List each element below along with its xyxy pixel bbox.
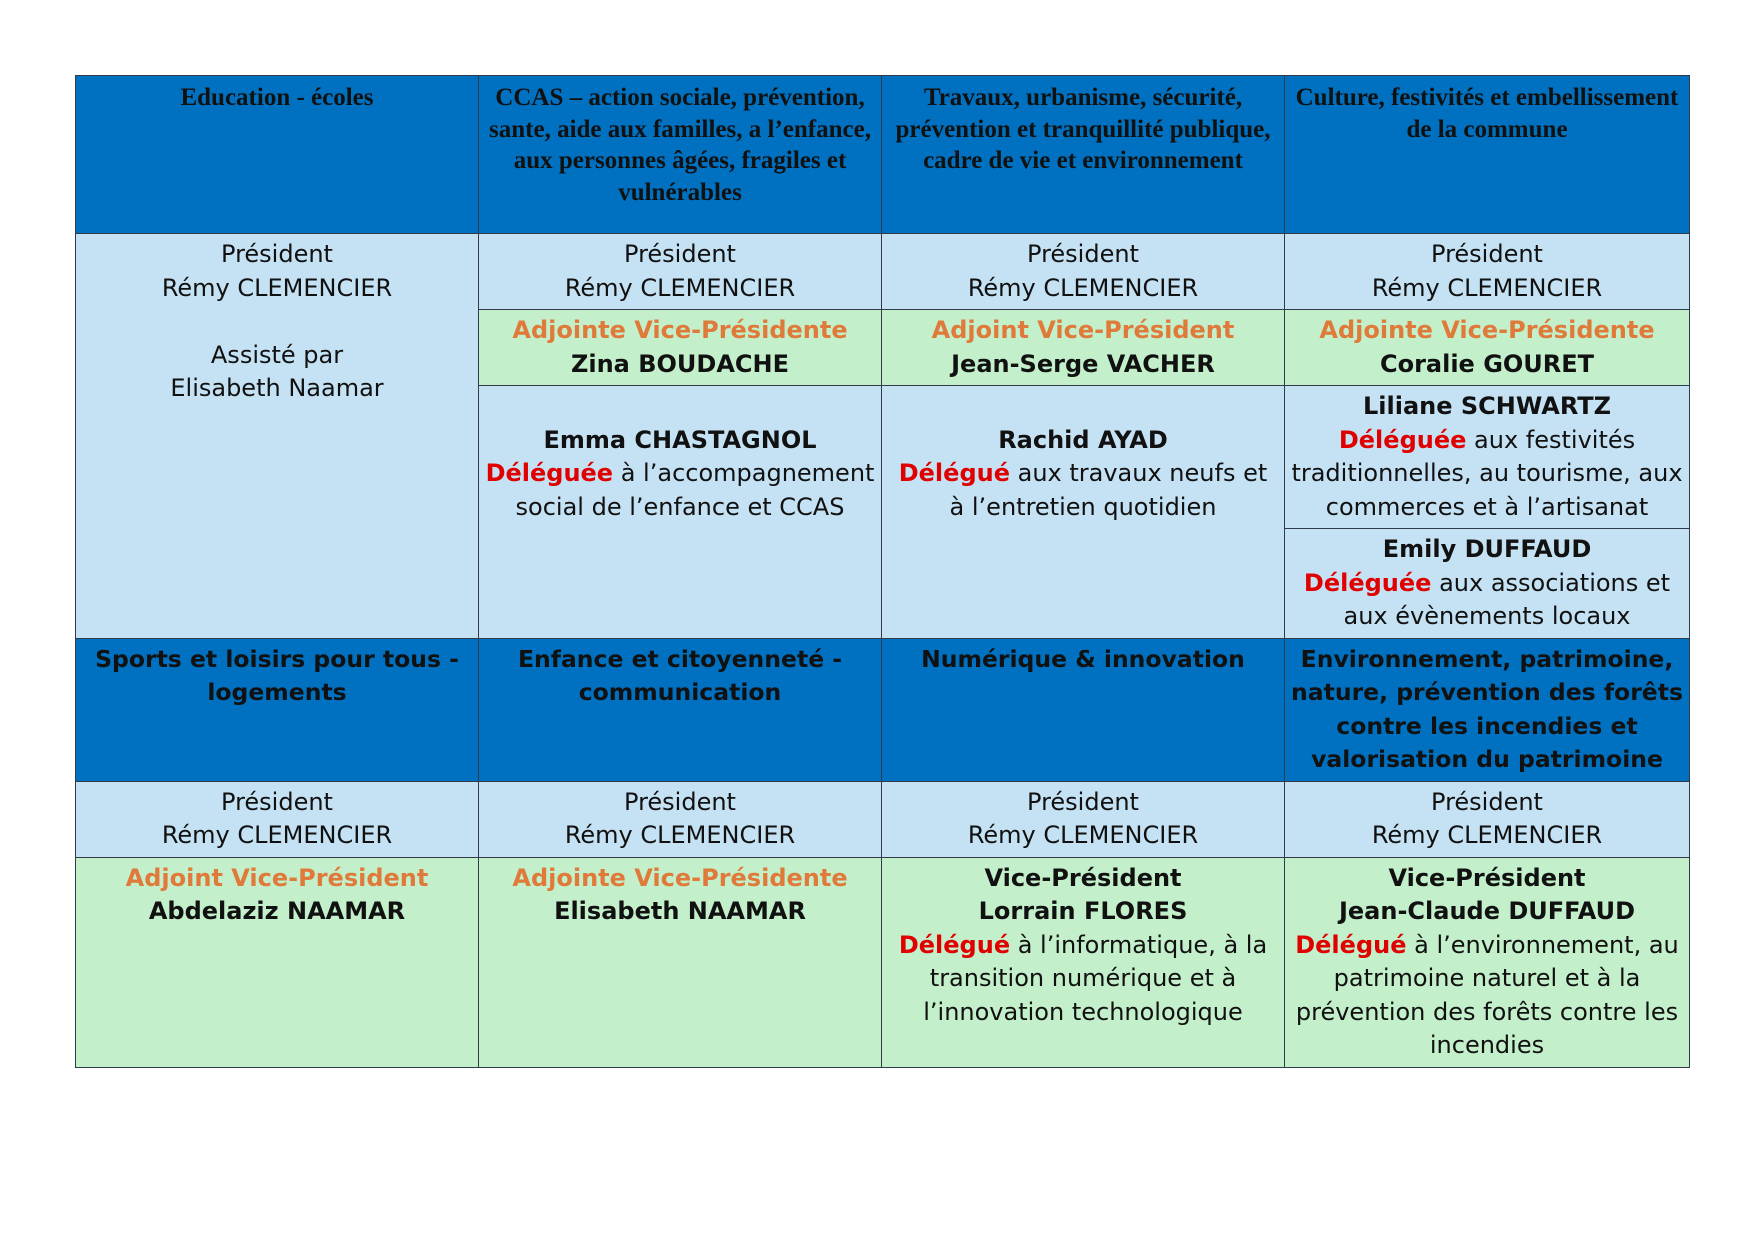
- culture-vice-cell: [1285, 310, 1690, 386]
- spacer: [82, 305, 472, 339]
- vice-row-bottom: [76, 857, 1690, 1067]
- culture-delegate-cell-1: [1285, 386, 1690, 529]
- vice-title: Vice-Président: [984, 863, 1182, 892]
- assisted-label: Assisté par: [210, 340, 344, 369]
- delegate-text: aux travaux neufs et à l’entretien quotidien: [949, 459, 1268, 521]
- president-title: Président: [221, 787, 333, 816]
- header-enfance: Enfance et citoyenneté - communication: [479, 638, 882, 781]
- commissions-table: [75, 75, 1690, 1068]
- enfance-vice-cell: [479, 857, 882, 1067]
- delegate-role: Déléguée: [1338, 425, 1467, 454]
- delegate-text: à l’environnement, au patrimoine naturel et à la prévention des forêts contre les incendies: [1295, 930, 1679, 1059]
- president-name: Rémy CLEMENCIER: [564, 273, 796, 302]
- delegate-role: Déléguée: [1303, 568, 1432, 597]
- education-members-cell: [76, 234, 479, 639]
- environnement-president-cell: [1285, 781, 1690, 857]
- vice-title: Vice-Président: [1388, 863, 1586, 892]
- delegate-text: à l’accompagnement social de l’enfance et CCAS: [515, 459, 875, 521]
- delegate-name: Emily DUFFAUD: [1382, 535, 1592, 563]
- president-title: Président: [1027, 240, 1139, 268]
- president-name: Rémy CLEMENCIER: [161, 273, 393, 302]
- delegate-role: Délégué: [898, 459, 1010, 487]
- delegate-description: [485, 457, 875, 524]
- header-row-top: [76, 76, 1690, 234]
- culture-delegate-cell-2: [1285, 529, 1690, 639]
- president-name: Rémy CLEMENCIER: [1371, 821, 1603, 849]
- delegate-description: [888, 929, 1278, 1030]
- vice-title: Adjoint Vice-Président: [931, 316, 1235, 344]
- sports-president-cell: [76, 781, 479, 857]
- travaux-president-cell: [882, 234, 1285, 310]
- vice-name: Zina BOUDACHE: [570, 349, 790, 378]
- delegate-description: [888, 457, 1278, 524]
- vice-name: Jean-Claude DUFFAUD: [1338, 897, 1636, 925]
- delegate-role: Délégué: [1295, 930, 1407, 959]
- sports-vice-cell: [76, 857, 479, 1067]
- president-title: Président: [221, 240, 333, 268]
- header-culture: Culture, festivités et embellissement de la commune: [1285, 76, 1690, 234]
- travaux-delegate-cell: [882, 386, 1285, 639]
- vice-title: Adjointe Vice-Présidente: [512, 316, 848, 344]
- delegate-name: Emma CHASTAGNOL: [543, 425, 817, 454]
- spacer: [485, 390, 875, 424]
- delegate-description: [1291, 929, 1683, 1063]
- numerique-president-cell: [882, 781, 1285, 857]
- vice-name: Elisabeth NAAMAR: [554, 897, 806, 925]
- delegate-description: [1291, 424, 1683, 525]
- president-name: Rémy CLEMENCIER: [564, 821, 796, 849]
- ccas-vice-cell: [479, 310, 882, 386]
- vice-name: Coralie GOURET: [1379, 349, 1595, 378]
- president-row-top: [76, 234, 1690, 310]
- header-travaux: Travaux, urbanisme, sécurité, prévention et tranquillité publique, cadre de vie et environnement: [882, 76, 1285, 234]
- delegate-role: Délégué: [898, 930, 1011, 959]
- president-title: Président: [1027, 787, 1139, 816]
- numerique-vice-cell: [882, 857, 1285, 1067]
- assisted-name: Elisabeth Naamar: [170, 374, 384, 402]
- spacer: [888, 390, 1278, 424]
- environnement-vice-cell: [1285, 857, 1690, 1067]
- president-row-bottom: [76, 781, 1690, 857]
- header-education: Education - écoles: [76, 76, 479, 234]
- culture-president-cell: [1285, 234, 1690, 310]
- ccas-delegate-cell: [479, 386, 882, 639]
- ccas-president-cell: [479, 234, 882, 310]
- vice-name: Jean-Serge VACHER: [951, 349, 1215, 378]
- header-sports: Sports et loisirs pour tous - logements: [76, 638, 479, 781]
- delegate-name: Rachid AYAD: [998, 425, 1168, 454]
- president-name: Rémy CLEMENCIER: [1371, 273, 1603, 302]
- president-name: Rémy CLEMENCIER: [161, 821, 393, 849]
- president-name: Rémy CLEMENCIER: [967, 273, 1199, 302]
- header-numerique: Numérique & innovation: [882, 638, 1285, 781]
- delegate-role: Déléguée: [485, 459, 614, 487]
- president-title: Président: [624, 240, 736, 268]
- vice-title: Adjoint Vice-Président: [125, 863, 429, 892]
- delegate-description: [1291, 567, 1683, 634]
- vice-name: Abdelaziz NAAMAR: [148, 897, 406, 925]
- header-row-bottom: [76, 638, 1690, 781]
- vice-title: Adjointe Vice-Présidente: [1319, 316, 1655, 344]
- delegate-text: à l’informatique, à la transition numérique et à l’innovation technologique: [923, 930, 1268, 1026]
- delegate-text: aux associations et aux évènements locaux: [1343, 568, 1671, 630]
- header-ccas: CCAS – action sociale, prévention, sante, aide aux familles, a l’enfance, aux personnes âgées, fragiles et vulnérables: [479, 76, 882, 234]
- president-title: Président: [1431, 240, 1543, 268]
- president-title: Président: [1431, 787, 1543, 816]
- vice-title: Adjointe Vice-Présidente: [512, 863, 848, 892]
- president-name: Rémy CLEMENCIER: [967, 821, 1199, 849]
- vice-name: Lorrain FLORES: [978, 897, 1188, 925]
- header-environnement: Environnement, patrimoine, nature, prévention des forêts contre les incendies et valorisation du patrimoine: [1285, 638, 1690, 781]
- president-title: Président: [624, 787, 736, 816]
- delegate-name: Liliane SCHWARTZ: [1362, 392, 1611, 420]
- enfance-president-cell: [479, 781, 882, 857]
- delegate-text: aux festivités traditionnelles, au tourisme, aux commerces et à l’artisanat: [1291, 425, 1683, 521]
- travaux-vice-cell: [882, 310, 1285, 386]
